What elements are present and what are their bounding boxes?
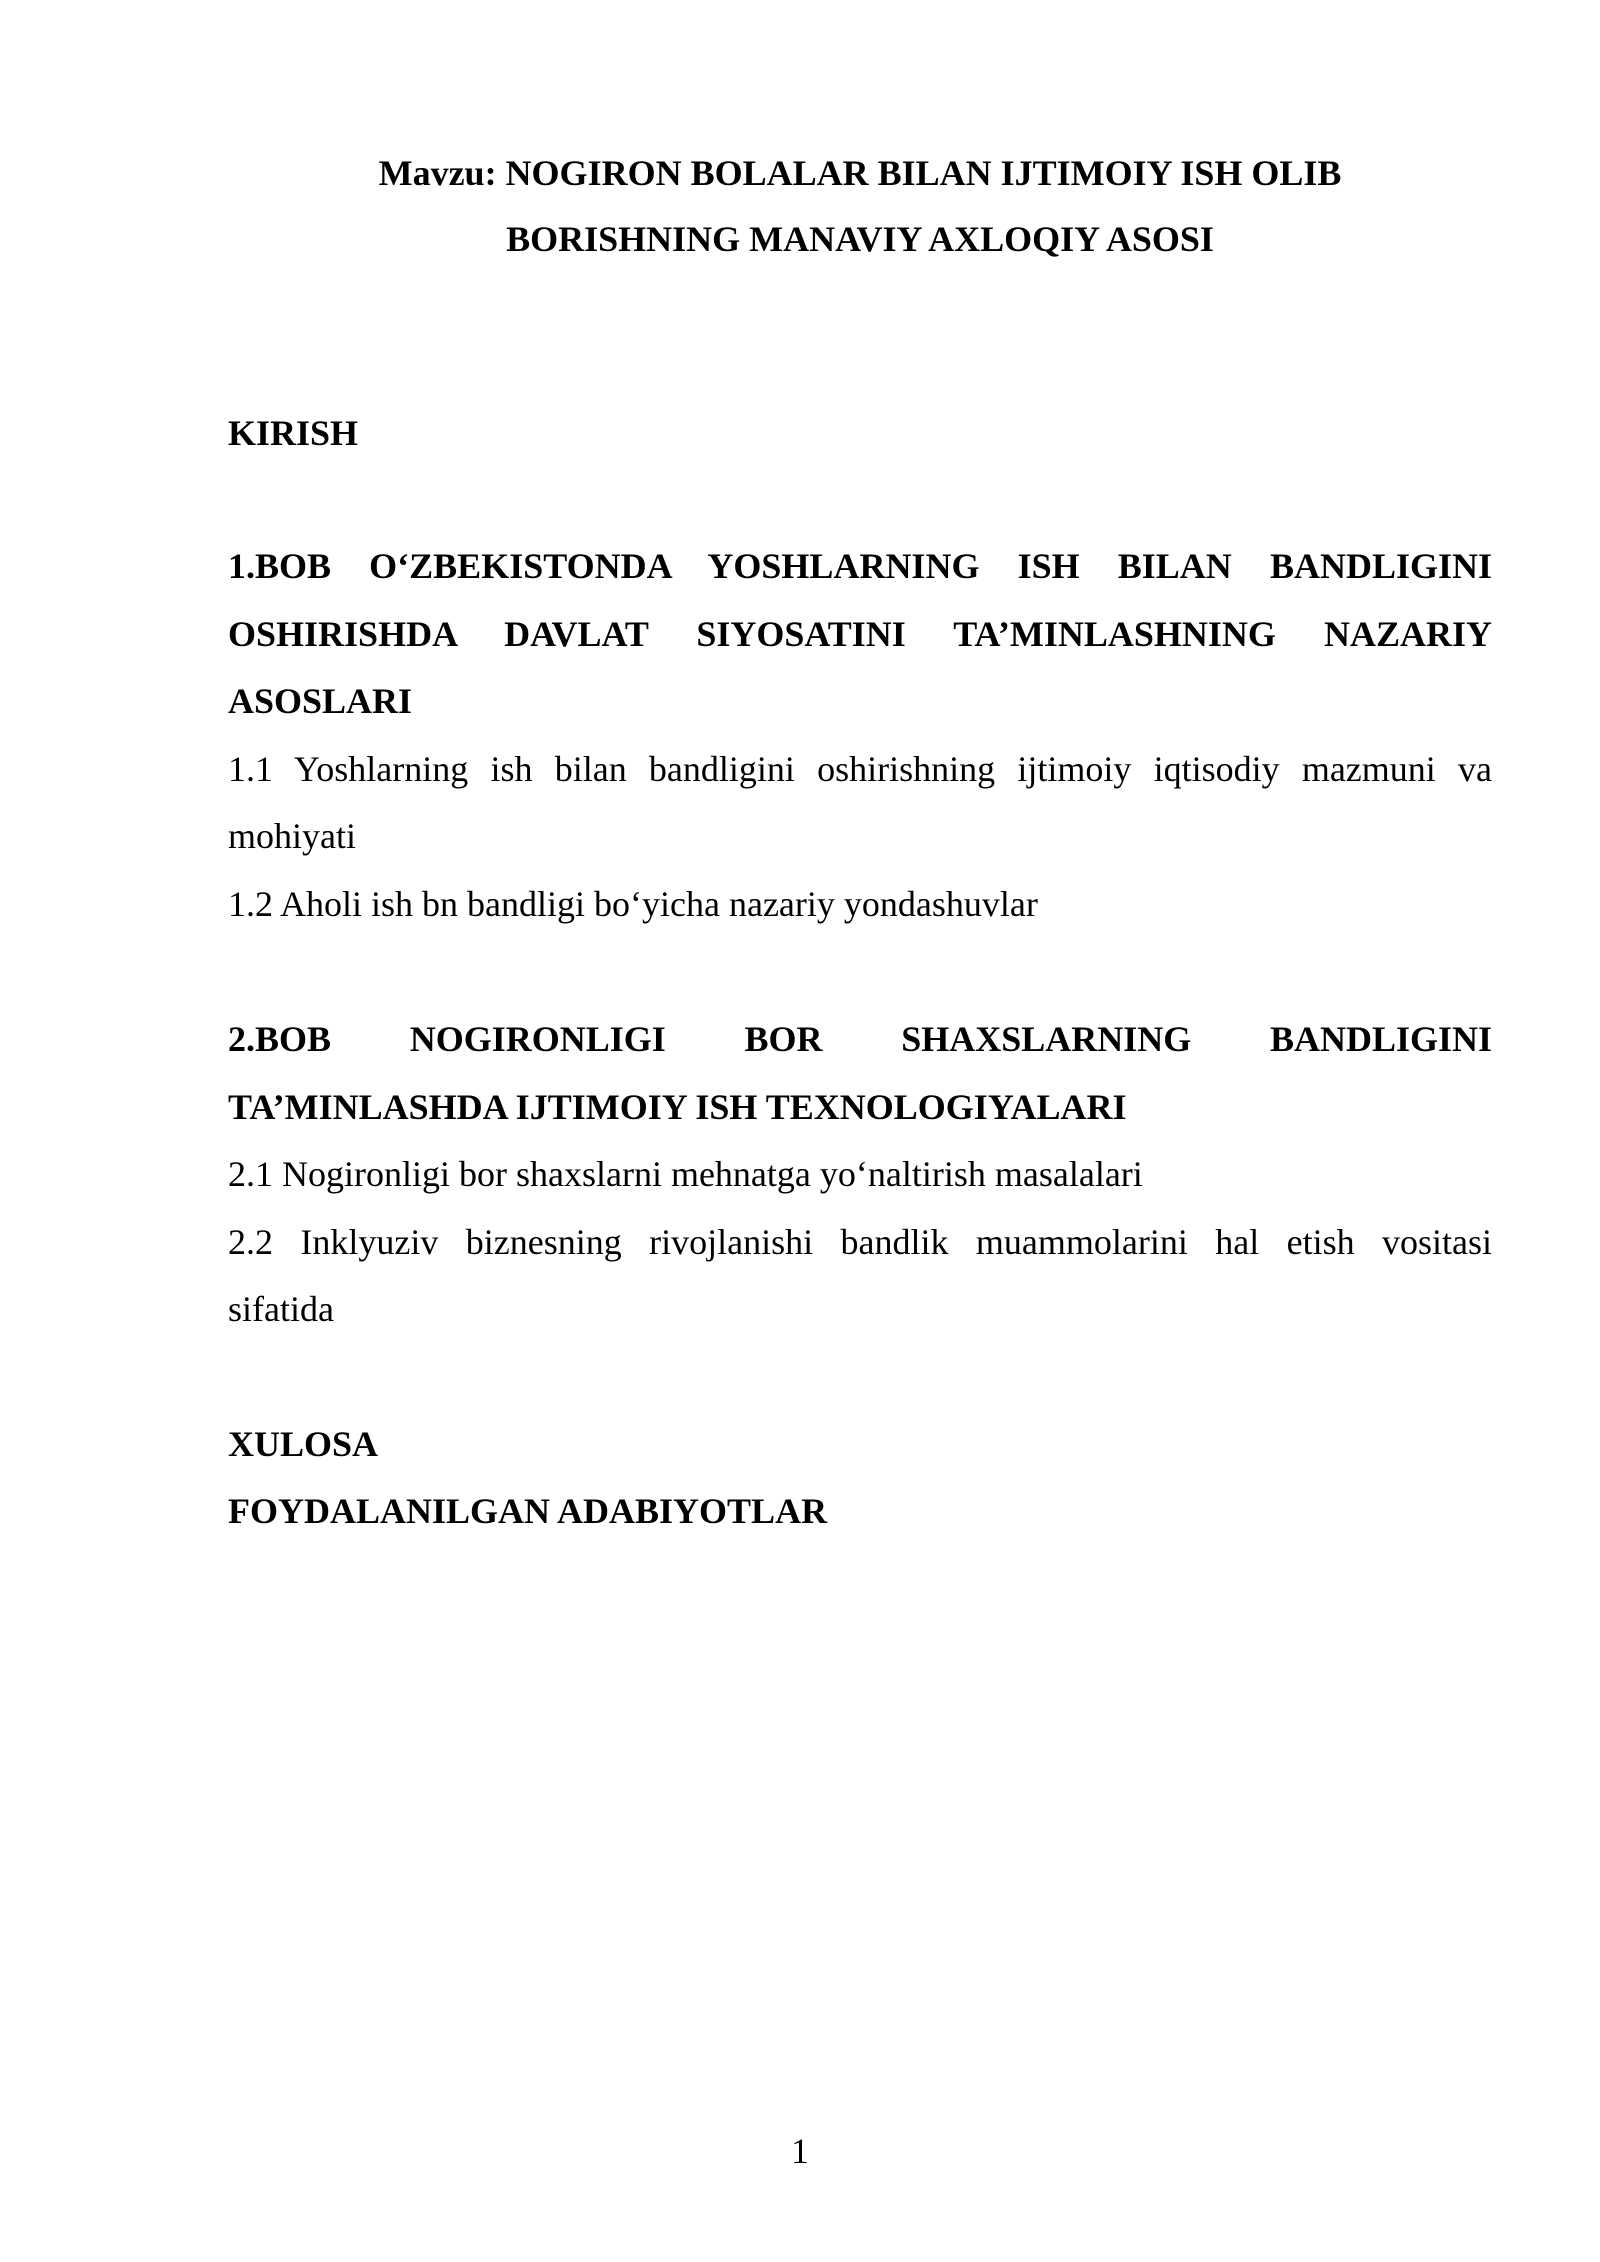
section-2-1: 2.1 Nogironligi bor shaxslarni mehnatga yo‘naltirish masalalari [228,1154,1143,1194]
document-title-line-1: Mavzu: NOGIRON BOLALAR BILAN IJTIMOIY ISH OLIB [378,153,1342,193]
section-2-2-line-2: sifatida [228,1289,334,1329]
toc-chapter-1 [228,533,1492,938]
chapter-1-heading-line-3: ASOSLARI [228,681,413,721]
chapter-1-heading-line-1: 1.BOB O‘ZBEKISTONDA YOSHLARNING ISH BILAN BANDLIGINI [228,546,1492,586]
chapter-1-heading-line-2: OSHIRISHDA DAVLAT SIYOSATINI TA’MINLASHNING NAZARIY [228,613,1492,654]
document-title-line-2: BORISHNING MANAVIY AXLOQIY ASOSI [506,219,1214,259]
section-2-2-line-1: 2.2 Inklyuziv biznesning rivojlanishi bandlik muammolarini hal etish vositasi [228,1221,1492,1262]
section-1-1-line-2: mohiyati [228,816,356,856]
toc-entry-xulosa: XULOSA [228,1424,379,1464]
chapter-2-heading-line-1: 2.BOB NOGIRONLIGI BOR SHAXSLARNING BANDLIGINI [228,1019,1492,1059]
chapter-2-heading-line-2: TA’MINLASHDA IJTIMOIY ISH TEXNOLOGIYALARI [228,1086,1127,1127]
toc-entry-kirish: KIRISH [228,413,359,453]
page-number: 1 [791,2131,809,2171]
section-1-1-line-1: 1.1 Yoshlarning ish bilan bandligini oshirishning ijtimoiy iqtisodiy mazmuni va [228,748,1492,789]
toc-chapter-2 [228,1006,1492,1344]
section-1-2: 1.2 Aholi ish bn bandligi bo‘yicha nazariy yondashuvlar [228,883,1038,924]
toc-entry-adabiyotlar: FOYDALANILGAN ADABIYOTLAR [228,1491,828,1531]
